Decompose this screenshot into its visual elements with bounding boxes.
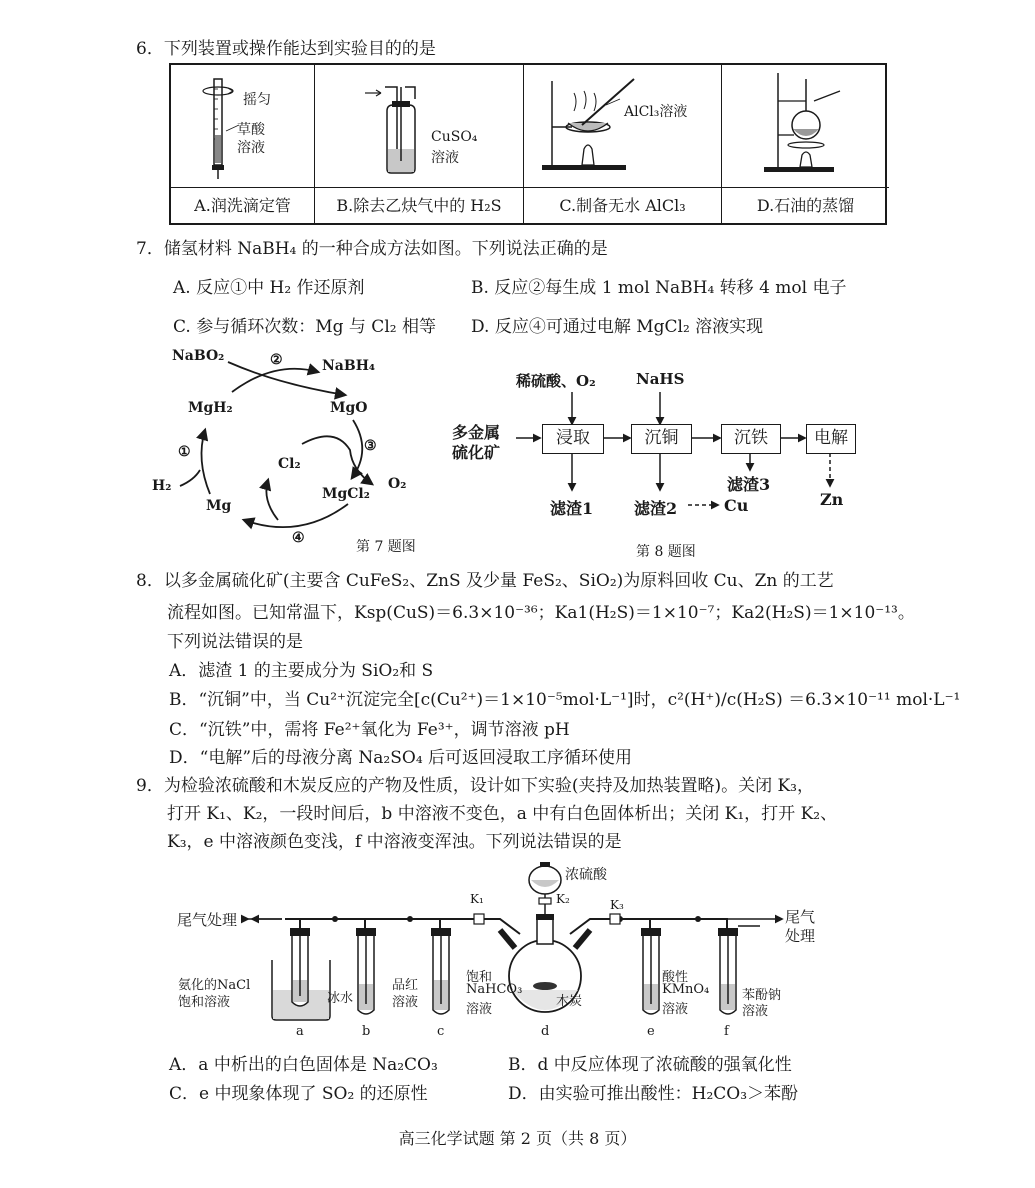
q9-charcoal: 木炭 xyxy=(556,994,583,1009)
q8-product-zn: Zn xyxy=(820,490,844,509)
q9-ice-water: 冰水 xyxy=(327,991,354,1006)
q9-stem-line1: 9．为检验浓硫酸和木炭反应的产物及性质，设计如下实验(夹持及加热装置略)。关闭 K₃， xyxy=(136,776,814,796)
q6-a-label-shake: 摇匀 xyxy=(243,92,271,108)
q7-figure-caption: 第 7 题图 xyxy=(356,539,416,555)
q9-letter-a: a xyxy=(296,1024,304,1039)
q8-feed-line1: 多金属 xyxy=(452,423,501,442)
q9-option-d: D．由实验可推出酸性：H₂CO₃＞苯酚 xyxy=(508,1084,799,1104)
page-footer: 高三化学试题 第 2 页（共 8 页） xyxy=(398,1129,637,1148)
q7-circle-2: ② xyxy=(270,352,283,368)
q6-a-label-solution: 溶液 xyxy=(237,140,265,156)
q7-circle-3: ③ xyxy=(364,438,377,454)
q9-e-label-2: KMnO₄ xyxy=(662,982,710,997)
q8-step-leach: 浸取 xyxy=(542,424,604,454)
q9-conc-acid: 浓硫酸 xyxy=(565,867,607,883)
q6-c-label-alcl3: AlCl₃溶液 xyxy=(624,104,688,120)
q9-stem-line3: K₃，e 中溶液颜色变浅，f 中溶液变浑浊。下列说法错误的是 xyxy=(167,832,622,852)
q9-a-label-1: 氨化的NaCl xyxy=(178,978,251,993)
q7-cl2: Cl₂ xyxy=(278,456,301,472)
q9-tail-left: 尾气处理 xyxy=(177,911,238,929)
q9-b-label-1: 品红 xyxy=(392,978,419,993)
q8-option-d: D．“电解”后的母液分离 Na₂SO₄ 后可返回浸取工序循环使用 xyxy=(169,748,633,768)
q8-residue-3: 滤渣3 xyxy=(727,475,771,494)
q9-letter-b: b xyxy=(362,1024,371,1039)
q9-option-b: B．d 中反应体现了浓硫酸的强氧化性 xyxy=(508,1055,792,1075)
q9-letter-c: c xyxy=(437,1024,445,1039)
q7-mgo: MgO xyxy=(330,400,368,416)
q7-nabh4: NaBH₄ xyxy=(322,358,376,374)
q8-reagent-nahs: NaHS xyxy=(636,370,685,388)
q8-step-fe-precip: 沉铁 xyxy=(721,424,781,454)
q6-b-label-cuso4: CuSO₄ xyxy=(431,129,478,145)
q9-a-label-2: 饱和溶液 xyxy=(178,995,231,1010)
q9-b-label-2: 溶液 xyxy=(392,995,419,1010)
q6-b-label-solution: 溶液 xyxy=(431,150,459,166)
q9-e-label-1: 酸性 xyxy=(662,970,689,985)
q9-e-label-3: 溶液 xyxy=(662,1002,689,1017)
q6-stem: 6．下列装置或操作能达到实验目的的是 xyxy=(136,39,436,59)
q7-mgcl2: MgCl₂ xyxy=(322,486,370,502)
q8-figure-caption: 第 8 题图 xyxy=(636,544,696,560)
q9-c-label-2: NaHCO₃ xyxy=(466,982,523,997)
q7-option-c: C. 参与循环次数：Mg 与 Cl₂ 相等 xyxy=(173,317,436,337)
q9-k1: K₁ xyxy=(470,892,484,906)
q8-step-electrolysis: 电解 xyxy=(806,424,856,454)
q6-a-label-oxalic: 草酸 xyxy=(237,122,265,138)
q9-letter-d: d xyxy=(541,1024,550,1039)
q7-option-b: B. 反应②每生成 1 mol NaBH₄ 转移 4 mol 电子 xyxy=(471,278,847,298)
q7-mgh2: MgH₂ xyxy=(188,400,233,416)
q7-nabo2: NaBO₂ xyxy=(172,348,225,364)
q8-product-cu: Cu xyxy=(724,496,749,515)
q9-k3: K₃ xyxy=(610,898,624,912)
q7-h2: H₂ xyxy=(152,478,172,494)
q9-tail-right-2: 处理 xyxy=(785,927,816,945)
q7-stem: 7．储氢材料 NaBH₄ 的一种合成方法如图。下列说法正确的是 xyxy=(136,239,608,259)
q9-f-label-2: 溶液 xyxy=(742,1004,769,1019)
q9-c-label-1: 饱和 xyxy=(466,970,493,985)
q9-letter-f: f xyxy=(724,1024,729,1039)
q6-caption-d: D.石油的蒸馏 xyxy=(756,196,855,215)
q6-caption-a: A.润洗滴定管 xyxy=(194,196,291,215)
q8-step-cu-precip: 沉铜 xyxy=(631,424,692,454)
q9-letter-e: e xyxy=(647,1024,655,1039)
q9-stem-line2: 打开 K₁、K₂，一段时间后，b 中溶液不变色，a 中有白色固体析出；关闭 K₁，打开 K₂、 xyxy=(167,804,838,824)
q7-circle-4: ④ xyxy=(292,530,305,546)
q8-stem-line1: 8．以多金属硫化矿(主要含 CuFeS₂、ZnS 及少量 FeS₂、SiO₂)为原料回收 Cu、Zn 的工艺 xyxy=(136,571,834,591)
q6-caption-b: B.除去乙炔气中的 H₂S xyxy=(336,196,502,215)
q8-option-a: A．滤渣 1 的主要成分为 SiO₂和 S xyxy=(169,661,434,681)
q9-tail-right-1: 尾气 xyxy=(785,908,816,926)
q7-option-a: A. 反应①中 H₂ 作还原剂 xyxy=(173,278,365,298)
q7-option-d: D. 反应④可通过电解 MgCl₂ 溶液实现 xyxy=(471,317,764,337)
q8-stem-line3: 下列说法错误的是 xyxy=(167,632,303,652)
q8-stem-line2: 流程如图。已知常温下，Ksp(CuS)＝6.3×10⁻³⁶；Ka1(H₂S)＝1×10⁻⁷；Ka2(H₂S)＝1×10⁻¹³。 xyxy=(167,603,915,623)
q9-c-label-3: 溶液 xyxy=(466,1002,493,1017)
q7-mg: Mg xyxy=(206,498,232,514)
q9-option-a: A．a 中析出的白色固体是 Na₂CO₃ xyxy=(169,1055,438,1075)
q7-circle-1: ① xyxy=(178,444,191,460)
q8-residue-1: 滤渣1 xyxy=(550,499,594,518)
q8-reagent-acid: 稀硫酸、O₂ xyxy=(516,372,596,390)
q9-k2: K₂ xyxy=(556,892,570,906)
q6-caption-c: C.制备无水 AlCl₃ xyxy=(559,196,686,215)
q8-residue-2: 滤渣2 xyxy=(634,499,678,518)
q8-option-b: B．“沉铜”中，当 Cu²⁺沉淀完全[c(Cu²⁺)＝1×10⁻⁵mol·L⁻¹]时，c²(H⁺)/c(H₂S) ＝6.3×10⁻¹¹ mol·L⁻¹ xyxy=(169,690,961,710)
q9-option-c: C．e 中现象体现了 SO₂ 的还原性 xyxy=(169,1084,428,1104)
q8-feed-line2: 硫化矿 xyxy=(452,443,501,462)
q8-option-c: C．“沉铁”中，需将 Fe²⁺氧化为 Fe³⁺，调节溶液 pH xyxy=(169,720,570,740)
q7-o2: O₂ xyxy=(388,476,407,492)
q9-f-label-1: 苯酚钠 xyxy=(742,988,782,1003)
